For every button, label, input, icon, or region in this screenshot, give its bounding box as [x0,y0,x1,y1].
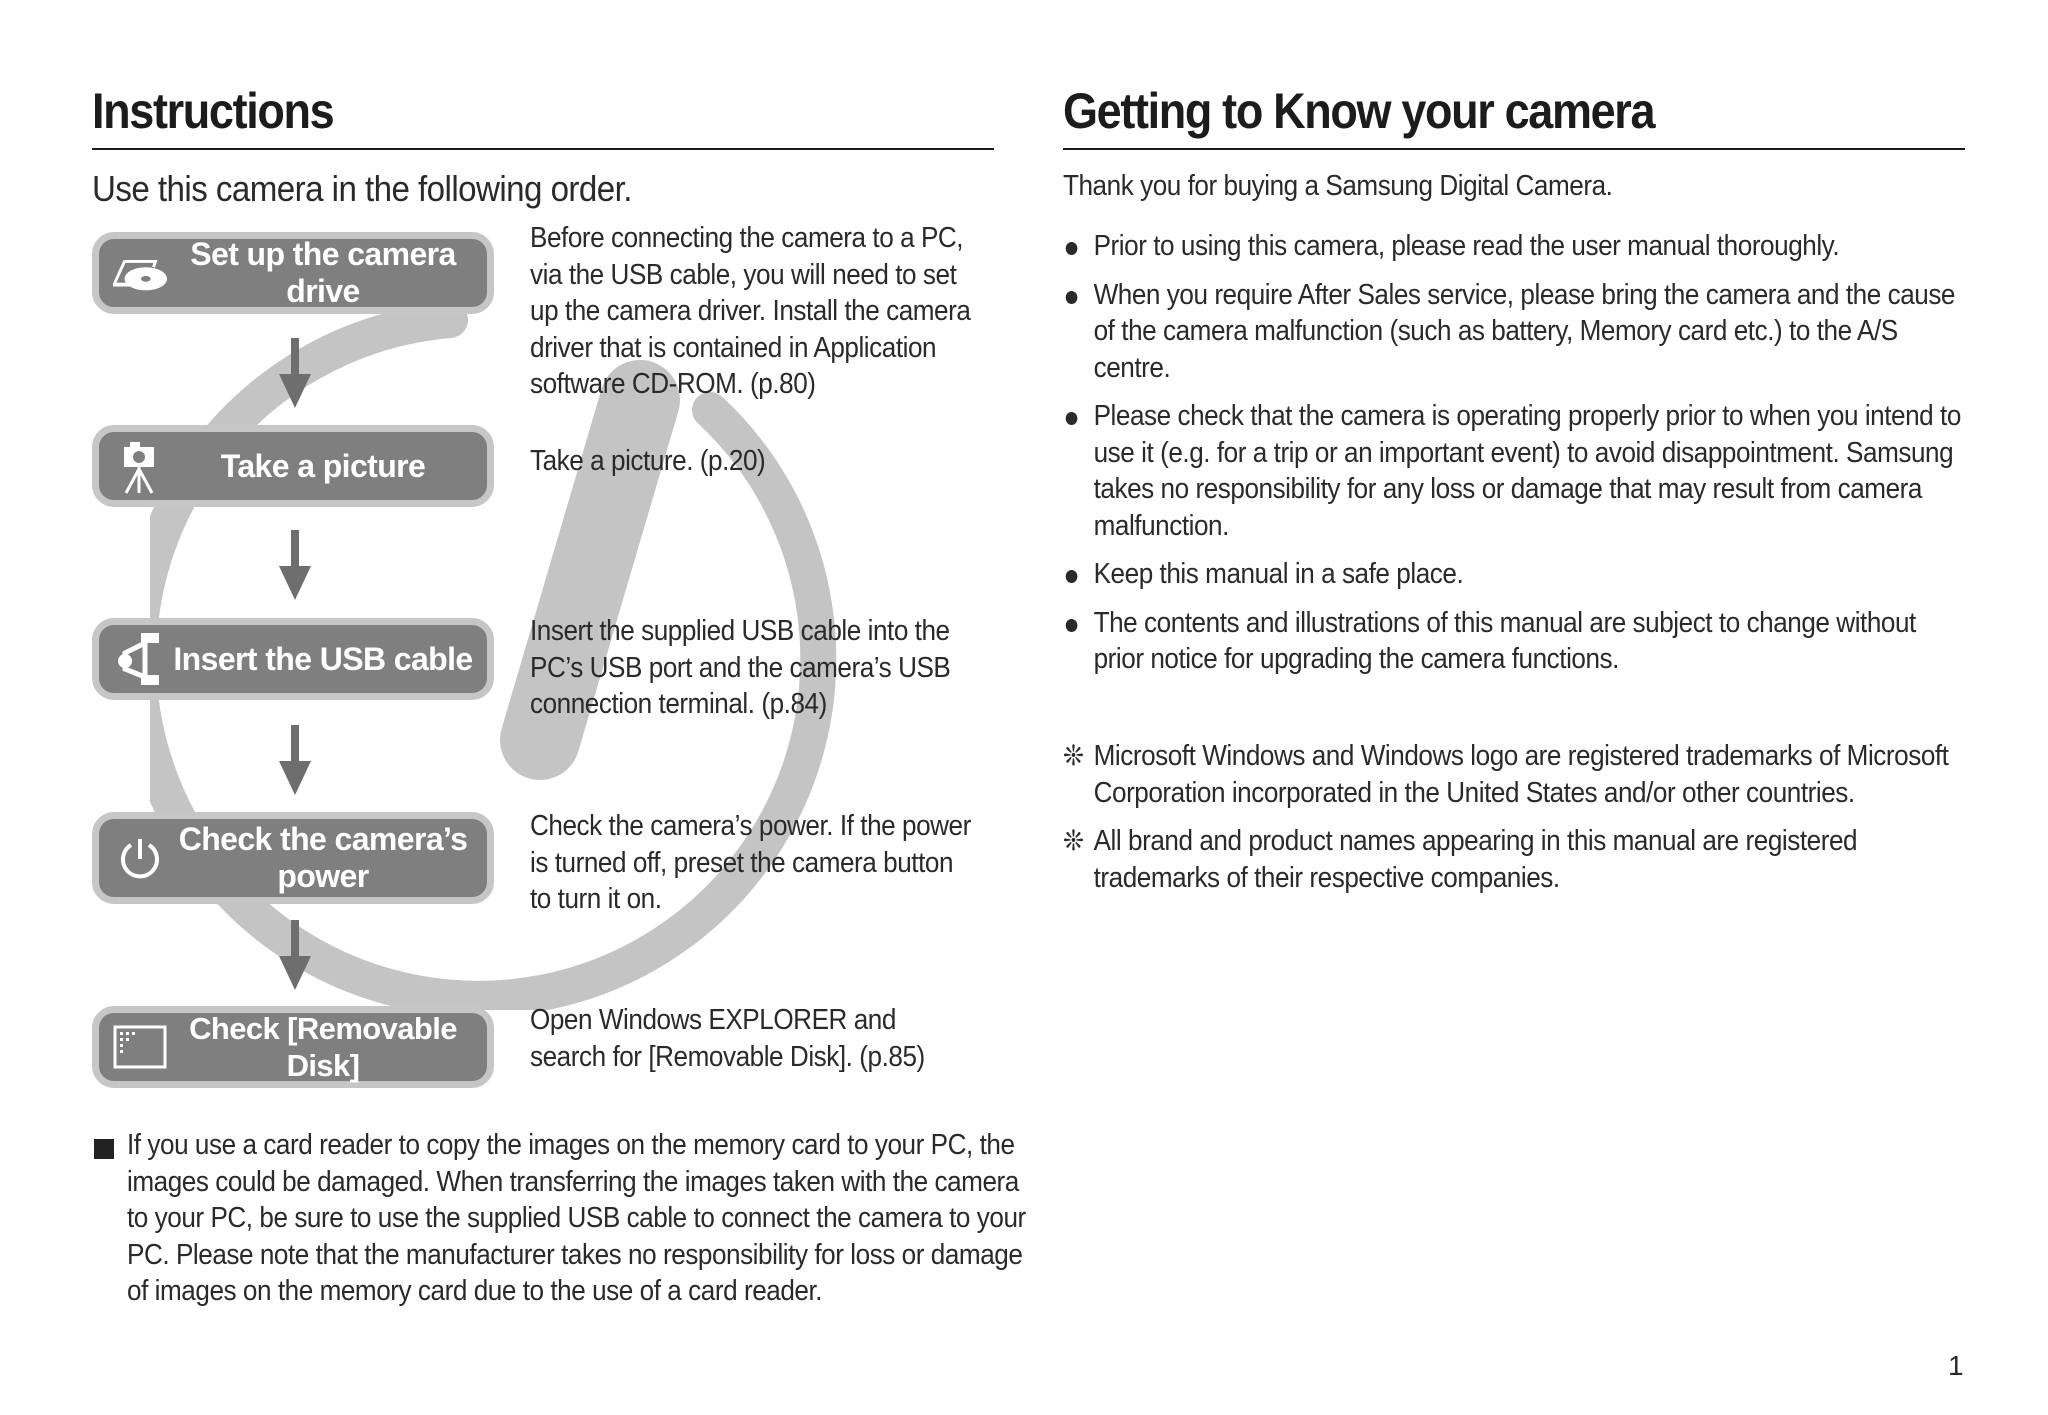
step-description: Insert the supplied USB cable into the PC’s USB port and the camera’s USB connection terminal. (p.84) [530,615,951,720]
step-label: Check [Removable Disk] [189,1011,457,1083]
step-check-removable-disk-button[interactable] [92,1006,494,1088]
page-number: 1 [1948,1350,1964,1381]
bullet-icon [1066,412,1078,425]
page-title-instructions: Instructions [92,83,334,139]
bullet-icon [1066,570,1078,583]
down-arrow-icon [275,338,315,408]
thank-you-intro: Thank you for buying a Samsung Digital Camera. [1063,170,1613,202]
list-item: Please check that the camera is operating properly prior to when you intend to use it (e.g. for a trip or an important event) to avoid disappointment. Samsung takes no responsibility for any loss or damage that may result from camera malfunction. [1063,398,1963,544]
trademark-notes [1063,738,1963,896]
bullet-icon [1066,291,1078,304]
power-icon [111,829,169,887]
step-description: Before connecting the camera to a PC, via the USB cable, you will need to set up the camera driver. Install the camera driver that is contained in Application software CD-ROM. (p.80) [530,222,971,400]
card-reader-note: If you use a card reader to copy the images on the memory card to your PC, the images could be damaged. When transferring the images taken with the camera to your PC, be sure to use the supplied USB cable to connect the camera to your PC. Please note that the manufacturer takes no responsibility for loss or damage of images on the memory card due to the use of a card reader. [127,1129,1026,1307]
title-rule-right [1063,148,1965,150]
step-take-picture-button[interactable] [92,425,494,507]
step-label: Take a picture [220,447,426,484]
usb-icon [111,630,169,688]
step-label: Insert the USB cable [173,640,473,677]
step-description: Take a picture. (p.20) [530,445,766,477]
list-item: The contents and illustrations of this manual are subject to change without prior notice for upgrading the camera functions. [1063,605,1963,678]
down-arrow-icon [275,725,315,795]
removable-disk-icon [111,1018,169,1076]
camera-tripod-icon [111,437,169,495]
precautions-list [1063,228,1963,690]
step-label: Check the camera’s power [178,821,468,894]
bullet-icon [1066,242,1078,255]
step-insert-usb-button[interactable] [92,618,494,700]
trademark-note: ❊ All brand and product names appearing in this manual are registered trademarks of their respective companies. [1063,825,1858,894]
step-set-up-driver-button[interactable] [92,232,494,314]
title-rule-left [92,148,994,150]
order-subtitle: Use this camera in the following order. [92,168,632,209]
step-check-power-button[interactable] [92,812,494,904]
bullet-icon [1066,619,1078,632]
list-item: Prior to using this camera, please read the user manual thoroughly. [1063,228,1963,265]
asterisk-icon: ❊ [1063,740,1084,771]
asterisk-icon: ❊ [1063,825,1084,856]
list-item: When you require After Sales service, please bring the camera and the cause of the camera malfunction (such as battery, Memory card etc.) to the A/S centre. [1063,277,1963,387]
trademark-note: ❊ Microsoft Windows and Windows logo are registered trademarks of Microsoft Corporation incorporated in the United States and/or other countries. [1063,740,1949,809]
down-arrow-icon [275,920,315,990]
step-description: Check the camera’s power. If the power is turned off, preset the camera button to turn it on. [530,810,971,915]
page-title-getting-to-know: Getting to Know your camera [1063,83,1655,139]
square-bullet-icon [94,1139,114,1159]
cd-drive-icon [111,244,169,302]
list-item: Keep this manual in a safe place. [1063,556,1963,593]
step-label: Set up the camera drive [190,236,456,309]
step-description: Open Windows EXPLORER and search for [Removable Disk]. (p.85) [530,1004,925,1073]
down-arrow-icon [275,530,315,600]
